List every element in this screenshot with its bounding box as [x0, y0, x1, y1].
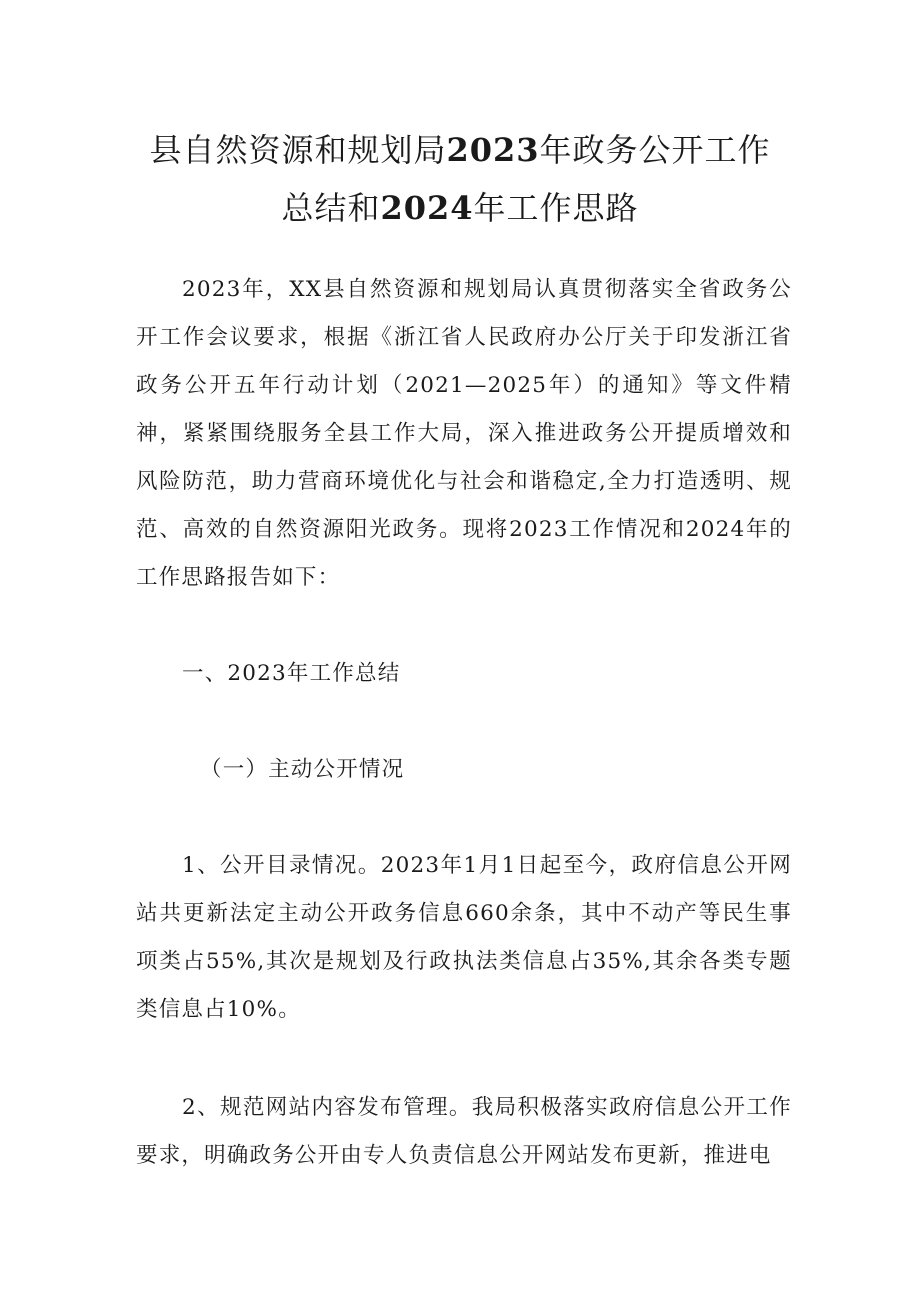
- title-line-1-part-a: 县自然资源和规划局: [149, 131, 447, 169]
- subsection-heading: （一）主动公开情况: [200, 757, 405, 782]
- title-line-1-part-c: 年政务公开工作: [539, 131, 771, 169]
- title-line-2-year: 2024: [380, 189, 474, 227]
- title-line-2-part-a: 总结和: [281, 189, 381, 227]
- intro-paragraph: 2023年，XX县自然资源和规划局认真贯彻落实全省政务公开工作会议要求，根据《浙江省人民政府办公厅关于印发浙江省政务公开五年行动计划（2021—2025年）的通知》等文件精神，紧紧围绕服务全县工作大局，深入推进政务公开提质增效和风险防范，助力营商环境优化与社会和谐稳定,全力打造透明、规范、高效的自然资源阳光政务。现将2023工作情况和2024年的工作思路报告如下：: [136, 277, 792, 590]
- title-line-2-part-c: 年工作思路: [473, 189, 639, 227]
- item-2-paragraph: 2、规范网站内容发布管理。我局积极落实政府信息公开工作要求，明确政务公开由专人负责信息公开网站发布更新，推进电: [136, 1095, 792, 1168]
- title-line-1-year: 2023: [446, 131, 540, 169]
- document-title-line-1: [0, 130, 920, 170]
- item-1-paragraph: 1、公开目录情况。2023年1月1日起至今，政府信息公开网站共更新法定主动公开政务信息660余条，其中不动产等民生事项类占55%,其次是规划及行政执法类信息占35%,其余各类专题类信息占10%。: [136, 853, 792, 1022]
- section-heading: 一、2023年工作总结: [182, 661, 401, 686]
- document-title-line-2: [0, 188, 920, 228]
